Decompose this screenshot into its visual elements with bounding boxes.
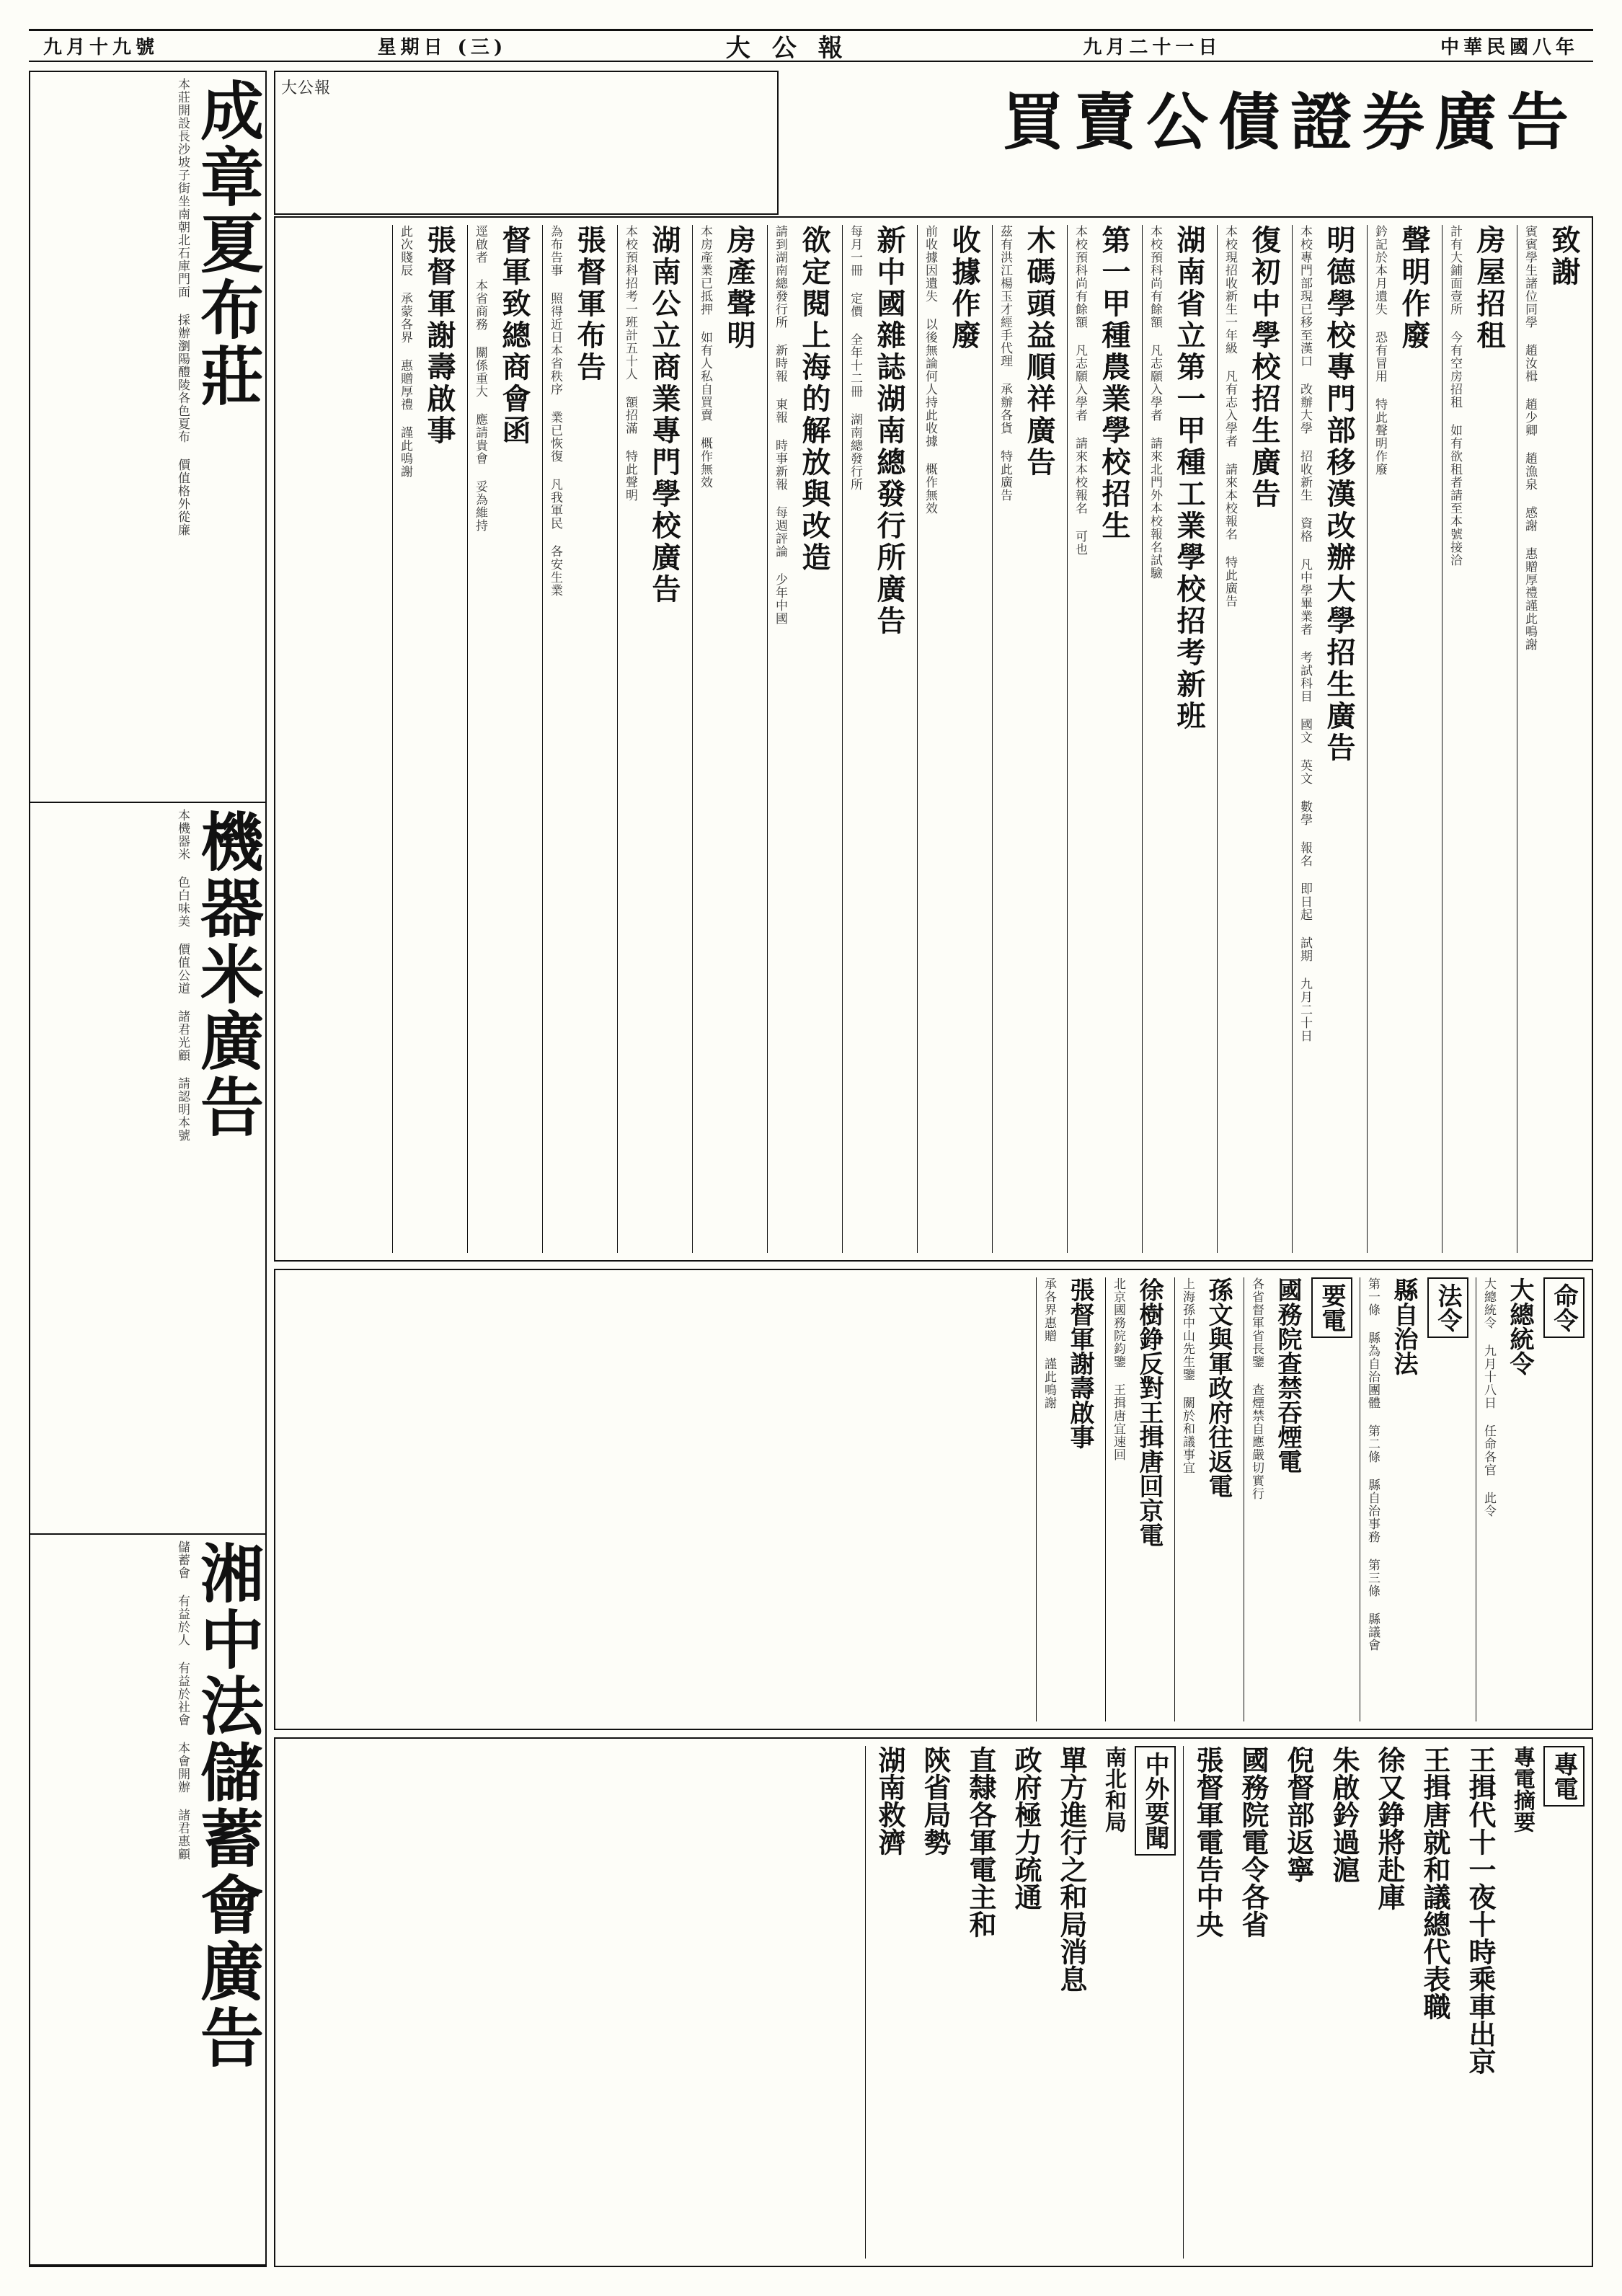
top-strip-ads	[274, 71, 779, 215]
mid-section-title: 孫文與軍政府往返電	[1204, 1277, 1233, 1498]
masthead-date-left: 九月十九號	[43, 37, 159, 58]
top-ad	[1067, 225, 1135, 1253]
top-ad	[767, 225, 835, 1253]
top-ad	[1517, 225, 1585, 1253]
lower-section-item: 徐又錚將赴庫	[1373, 1746, 1406, 1910]
top-ad-title: 房屋招租	[1472, 225, 1506, 352]
top-ad	[692, 225, 760, 1253]
mid-section	[1036, 1277, 1098, 1721]
mid-section-title: 張督軍謝壽啟事	[1065, 1277, 1094, 1449]
mid-section	[1174, 1277, 1236, 1721]
top-ad-title: 致謝	[1547, 225, 1581, 288]
top-ad-body: 鈐記於本月遺失 恐有冒用 特此聲明作廢	[1373, 225, 1387, 476]
lower-section-item: 朱啟鈐過滬	[1328, 1746, 1360, 1883]
mid-section	[1244, 1277, 1352, 1721]
lower-sections-columns	[275, 1739, 1592, 2266]
left-ads-block	[29, 71, 267, 2267]
mid-section-body: 第一條 縣為自治團體 第二條 縣自治事務 第三條 縣議會	[1365, 1277, 1380, 1652]
top-ad-body: 請到湖南總發行所 新時報 東報 時事新報 每週評論 少年中國	[773, 225, 787, 625]
mid-section-tag: 要電	[1311, 1277, 1352, 1338]
left-ad	[30, 1535, 265, 2266]
top-ad-body: 本校預科招考一班計五十人 額招滿 特此聲明	[623, 225, 637, 502]
lower-section-item: 直隸各軍電主和	[965, 1746, 997, 1938]
mid-sections-block	[274, 1269, 1593, 1730]
left-ads-column	[30, 72, 265, 2266]
mid-section-tag: 命令	[1543, 1277, 1585, 1338]
top-ad-title: 湖南省立第一甲種工業學校招考新班	[1172, 225, 1206, 732]
mid-sections-columns	[275, 1270, 1592, 1729]
top-ad-title: 張督軍謝壽啟事	[422, 225, 456, 447]
lower-section-item: 張督軍電告中央	[1192, 1746, 1224, 1938]
top-ad-body: 本校預科尚有餘額 凡志願入學者 請來北門外本校報名試驗	[1148, 225, 1162, 580]
top-ad-body: 本校現招收新生一年級 凡有志入學者 請來本校報名 特此廣告	[1223, 225, 1237, 608]
top-ad-body: 本房產業已抵押 如有人私自買賣 概作無效	[698, 225, 712, 489]
left-ad	[30, 72, 265, 803]
top-ad-body: 此次賤辰 承蒙各界 惠贈厚禮 謹此鳴謝	[398, 225, 412, 478]
top-ad-body: 茲有洪江楊玉才經手代理 承辦各貨 特此廣告	[998, 225, 1012, 502]
masthead-left: 中華民國八年	[1440, 37, 1579, 58]
top-ad-title: 聲明作廢	[1397, 225, 1431, 352]
top-ad-title: 督軍致總商會函	[497, 225, 531, 447]
mid-section-title: 大總統令	[1505, 1277, 1534, 1375]
top-ad-title: 湖南公立商業專門學校廣告	[647, 225, 681, 606]
top-ad-body: 計有大鋪面壹所 今有空房招租 如有欲租者請至本號接洽	[1448, 225, 1462, 567]
lower-section-item: 倪督部返寧	[1282, 1746, 1315, 1883]
lower-section-tag: 中外要聞	[1135, 1746, 1176, 1856]
top-ad	[1442, 225, 1510, 1253]
top-ad-title: 復初中學校招生廣告	[1247, 225, 1281, 510]
mid-section-body: 大總統令 九月十八日 任命各官 此令	[1481, 1277, 1496, 1517]
top-ad-title: 第一甲種農業學校招生	[1097, 225, 1131, 542]
mid-section-body: 北京國務院鈞鑒 王揖唐宜速回	[1111, 1277, 1125, 1461]
top-ad	[617, 225, 685, 1253]
lower-section	[865, 1746, 1176, 2259]
lower-section-item: 王揖唐就和議總代表職	[1419, 1746, 1451, 2020]
top-ad-title: 欲定閱上海的解放與改造	[797, 225, 831, 574]
top-ad-title: 木碼頭益順祥廣告	[1022, 225, 1056, 479]
left-ad-title: 成章夏布莊	[190, 78, 265, 409]
mid-section	[1476, 1277, 1585, 1721]
left-ad-title: 機器米廣告	[190, 809, 265, 1141]
top-ad	[842, 225, 910, 1253]
mid-section-title: 徐樹錚反對王揖唐回京電	[1135, 1277, 1164, 1547]
lower-section-item: 湖南救濟	[874, 1746, 906, 1856]
top-ad	[917, 225, 985, 1253]
top-ad-title: 房產聲明	[722, 225, 756, 352]
top-strip-text: 大公報	[281, 79, 332, 97]
lower-section-title: 專電摘要	[1510, 1746, 1535, 1832]
top-ad	[1292, 225, 1360, 1253]
top-ad-body: 逕啟者 本省商務 關係重大 應請貴會 妥為維持	[473, 225, 487, 532]
mid-section	[1360, 1277, 1468, 1721]
top-ad-body: 為布告事 照得近日本省秩序 業已恢復 凡我軍民 各安生業	[548, 225, 562, 597]
left-ad	[30, 803, 265, 1534]
top-ad-title: 明德學校專門部移漢改辦大學招生廣告	[1322, 225, 1356, 764]
top-ad	[1217, 225, 1285, 1253]
top-ad-body: 本校預科尚有餘額 凡志願入學者 請來本校報名 可也	[1073, 225, 1087, 556]
mid-section-tag: 法令	[1427, 1277, 1468, 1338]
lower-section-item: 政府極力疏通	[1010, 1746, 1042, 1910]
lower-section-tag: 專電	[1543, 1746, 1585, 1807]
left-ad-body: 本機器米 色白味美 價值公道 諸君光顧 請認明本號	[175, 809, 190, 1143]
top-ad	[992, 225, 1060, 1253]
lower-section-item: 單方進行之和局消息	[1055, 1746, 1088, 1993]
masthead-date-right: 九月二十一日	[1083, 37, 1222, 58]
top-ad-body: 賓賓學生諸位同學 趙汝楫 趙少卿 趙漁泉 感謝 惠贈厚禮謹此鳴謝	[1523, 225, 1537, 651]
top-ad	[1367, 225, 1435, 1253]
left-ad-body: 儲蓄會 有益於人 有益於社會 本會開辦 諸君惠顧	[175, 1540, 190, 1861]
mid-section-title: 國務院查禁吞煙電	[1273, 1277, 1302, 1473]
mid-section-body: 各省督軍省長鑒 查煙禁自應嚴切實行	[1249, 1277, 1264, 1500]
top-ad-title: 新中國雜誌湖南總發行所廣告	[872, 225, 906, 637]
top-ad	[467, 225, 535, 1253]
top-ads-columns	[275, 218, 1592, 1260]
top-ad	[392, 225, 460, 1253]
lower-section	[1183, 1746, 1585, 2259]
mid-section-body: 上海孫中山先生鑒 關於和議事宜	[1180, 1277, 1195, 1474]
top-ad	[1142, 225, 1210, 1253]
lower-section-item: 陝省局勢	[919, 1746, 952, 1856]
banner-title: 買賣公債證券廣告	[1002, 86, 1579, 159]
top-ad-body: 每月一冊 定價 全年十二冊 湖南總發行所	[848, 225, 862, 491]
newspaper-page	[29, 29, 1593, 2267]
top-ad-title: 張督軍布告	[572, 225, 606, 384]
masthead	[29, 29, 1593, 62]
top-ad-body: 前收據因遺失 以後無論何人持此收據 概作無效	[923, 225, 937, 515]
lower-section-item: 國務院電令各省	[1237, 1746, 1269, 1938]
top-ad-body: 本校專門部現已移至漢口 改辦大學 招收新生 資格 凡中學畢業者 考試科目 國文 英文 數學 報名 即日起 試期 九月二十日	[1298, 225, 1312, 1042]
mid-section	[1105, 1277, 1167, 1721]
mid-section-title: 縣自治法	[1389, 1277, 1418, 1375]
mid-section-body: 承各界惠贈 謹此鳴謝	[1042, 1277, 1056, 1409]
lower-section-item: 王揖代十一夜十時乘車出京	[1464, 1746, 1497, 2075]
top-ads-block	[274, 216, 1593, 1262]
top-ad-title: 收據作廢	[947, 225, 981, 352]
left-ad-body: 本莊開設長沙坡子街坐南朝北石庫門面 採辦瀏陽醴陵各色夏布 價值格外從廉	[175, 78, 190, 536]
lower-section-title: 南北和局	[1101, 1746, 1126, 1832]
lower-sections-block	[274, 1737, 1593, 2267]
masthead-right: 星期日 (三)	[377, 37, 508, 58]
left-ad-title: 湘中法儲蓄會廣告	[190, 1540, 265, 2071]
masthead-title: 大公報	[725, 34, 864, 63]
top-ad	[542, 225, 610, 1253]
